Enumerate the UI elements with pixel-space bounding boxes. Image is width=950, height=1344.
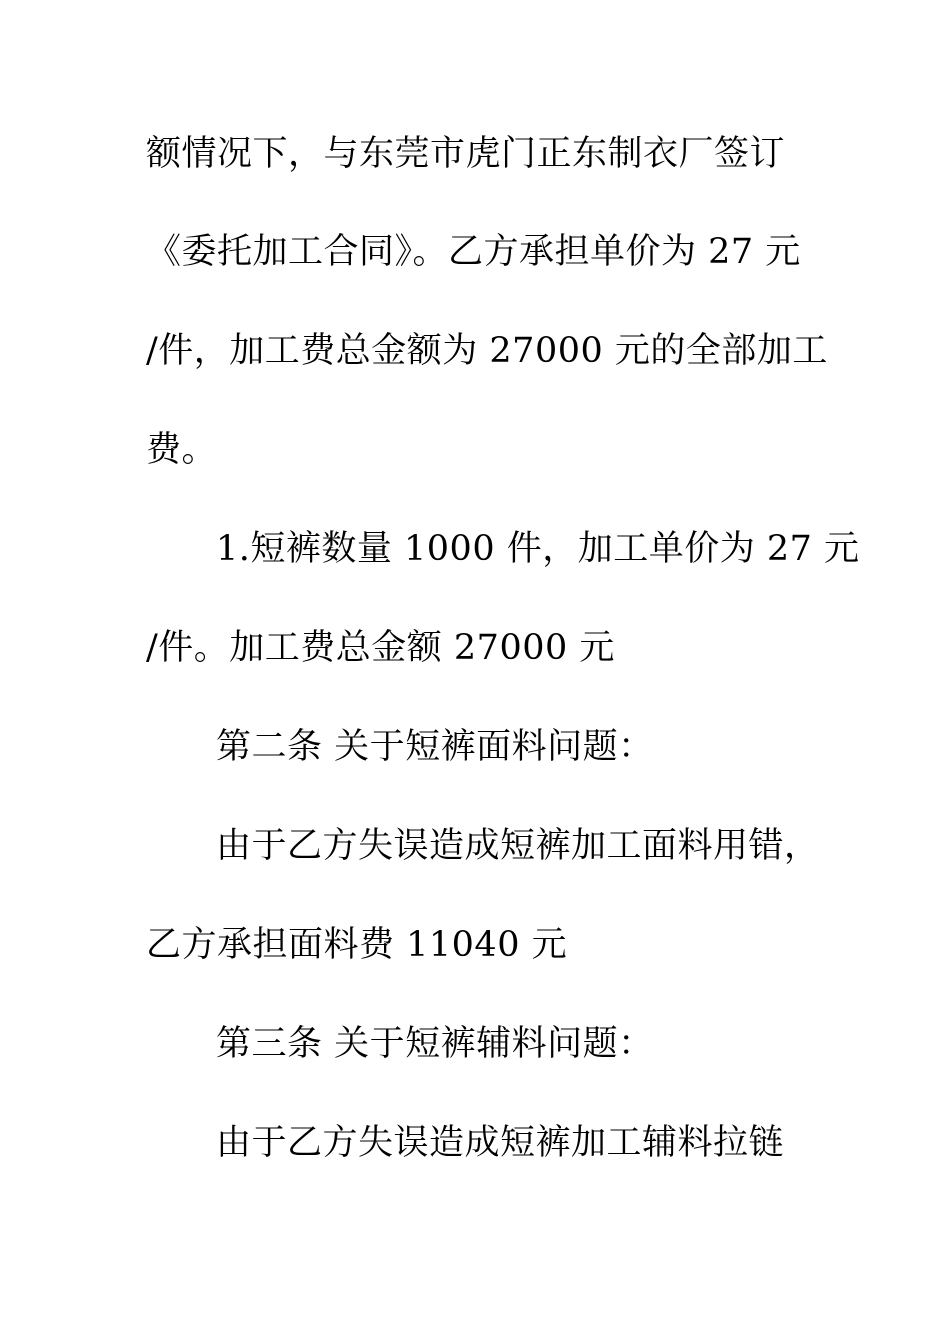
paragraph-fabric-line-1: 由于乙方失误造成短裤加工面料用错， — [216, 826, 820, 866]
text-line-3: /件，加工费总金额为 27000 元的全部加工 — [146, 331, 828, 371]
text-line-1: 额情况下，与东莞市虎门正东制衣厂签订 — [146, 134, 786, 174]
text-line-4: 费。 — [146, 430, 218, 470]
article-heading-2: 第二条 关于短裤面料问题： — [216, 727, 654, 767]
text-line-2: 《委托加工合同》。乙方承担单价为 27 元 — [146, 232, 801, 272]
text-line-6: /件。加工费总金额 27000 元 — [146, 628, 615, 668]
paragraph-fabric-line-2: 乙方承担面料费 11040 元 — [146, 925, 568, 965]
article-heading-3: 第三条 关于短裤辅料问题： — [216, 1024, 654, 1064]
paragraph-accessories-line-1: 由于乙方失误造成短裤加工辅料拉链 — [216, 1123, 785, 1163]
list-item-shorts-quantity: 1.短裤数量 1000 件，加工单价为 27 元 — [216, 529, 860, 569]
